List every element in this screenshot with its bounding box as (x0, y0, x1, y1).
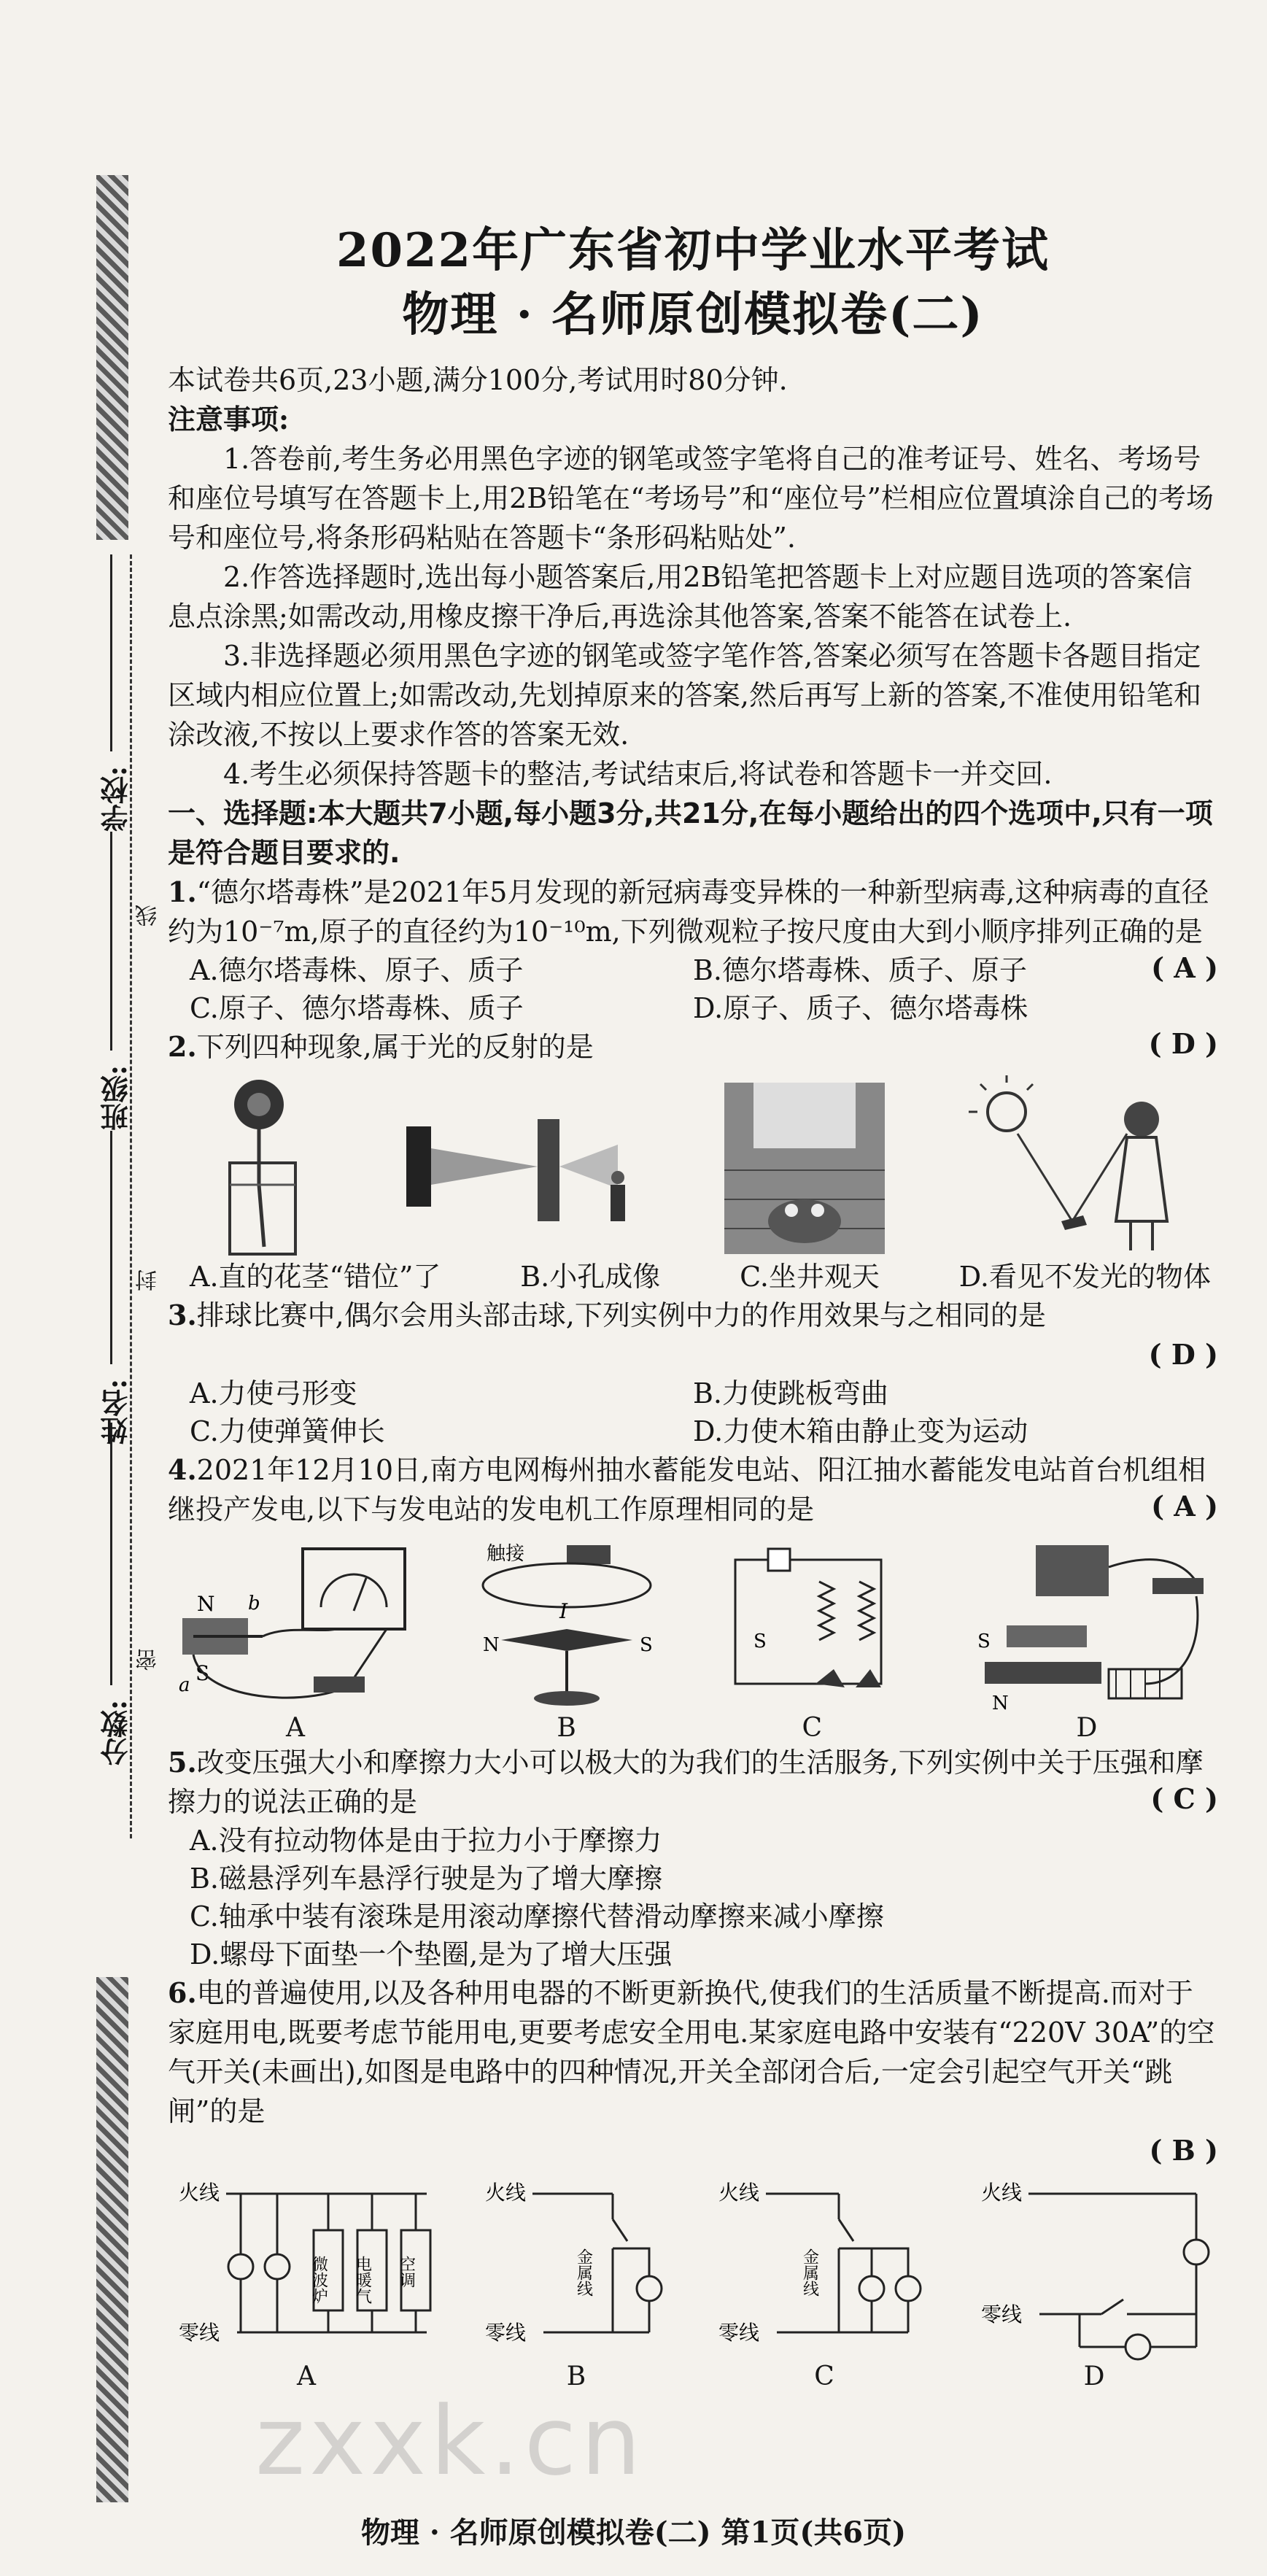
q2-number: 2. (168, 1030, 197, 1063)
seal-mark-3: 线 (136, 905, 161, 927)
q2-stem: 下列四种现象,属于光的反射的是 (196, 1031, 594, 1063)
name-blank (110, 1131, 112, 1364)
q6-figure-c (715, 2179, 934, 2391)
page-footer: 物理 · 名师原创模拟卷(二) 第1页(共6页) (360, 2515, 907, 2550)
circuit-a-figure (175, 2179, 438, 2362)
q6-stem: 电的普遍使用,以及各种用电器的不断更新换代,使我们的生活质量不断提高.而对于家庭用电,既要考虑节能用电,更要考虑安全用电.某家庭电路中安装有“220V 30A”的空气开关(未画出),如图是电路中的四种情况,开关全部闭合后,一定会引起空气开关“跳闸”的是 (168, 1977, 1215, 2127)
q4-label-b: B (557, 1713, 576, 1743)
q6b-neutral-label: 零线 (485, 2321, 527, 2345)
q4-label-d: D (1076, 1713, 1098, 1743)
school-blank (110, 554, 112, 751)
q4-figure-b (472, 1538, 662, 1743)
q5-options (168, 1822, 1218, 1973)
q3-option-d: D.力使木箱由静止变为运动 (693, 1415, 1028, 1447)
q6d-live-label: 火线 (981, 2181, 1023, 2205)
q6a-microwave-label: 微波炉 (309, 2256, 328, 2304)
q4-label-c: C (802, 1713, 823, 1743)
q4-figure-a (175, 1538, 416, 1743)
q6a-heater-label: 电暖气 (353, 2256, 372, 2304)
oersted-needle-figure (472, 1538, 662, 1713)
q5-option-c: C.轴承中装有滚珠是用滚动摩擦代替滑动摩擦来减小摩擦 (190, 1900, 884, 1933)
q2-options (168, 1258, 1218, 1296)
q4-label-a: A (286, 1713, 305, 1743)
q5-stem: 改变压强大小和摩擦力大小可以极大的为我们的生活服务,下列实例中关于压强和摩擦力的说法正确的是 (168, 1747, 1204, 1818)
q1-option-c: C.原子、德尔塔毒株、质子 (190, 992, 524, 1024)
electromagnet-figure (717, 1538, 907, 1713)
q5-option-a: A.没有拉动物体是由于拉力小于摩擦力 (190, 1825, 662, 1857)
q6c-metal-wire-label: 金属线 (800, 2248, 819, 2297)
q6-number: 6. (168, 1976, 197, 2009)
q6b-live-label: 火线 (485, 2181, 527, 2205)
q3-option-b: B.力使跳板弯曲 (693, 1377, 889, 1409)
notice-2: 2.作答选择题时,选出每小题答案后,用2B铅笔把答题卡上对应题目选项的答案信息点涂黑;如需改动,用橡皮擦干净后,再选涂其他答案,答案不能答在试卷上. (168, 561, 1193, 633)
q4a-b-label: b (248, 1593, 260, 1614)
q6-answer: ( B ) (1149, 2134, 1218, 2167)
q2-option-d: D.看见不发光的物体 (958, 1261, 1211, 1293)
q6-figure-b (481, 2179, 671, 2391)
q1-option-d: D.原子、质子、德尔塔毒株 (693, 992, 1028, 1024)
question-2 (168, 1027, 1218, 1296)
q4-figure-c (717, 1538, 907, 1743)
q3-answer: ( D ) (1148, 1338, 1218, 1371)
q3-stem: 排球比赛中,偶尔会用头部击球,下列实例中力的作用效果与之相同的是 (196, 1299, 1046, 1331)
q4b-n-label: N (482, 1634, 500, 1656)
q1-options (168, 951, 1218, 1027)
q3-option-a: A.力使弓形变 (190, 1377, 357, 1409)
q4c-s-label: S (753, 1631, 767, 1652)
q3-option-c: C.力使弹簧伸长 (190, 1415, 385, 1447)
q6a-neutral-label: 零线 (179, 2321, 220, 2345)
student-info-margin (82, 554, 161, 1838)
frog-in-well-figure (710, 1075, 899, 1258)
exam-subtitle: 物理 · 名师原创模拟卷(二) (402, 287, 984, 342)
question-1 (168, 873, 1218, 1027)
exam-title: 2022年广东省初中学业水平考试 (336, 223, 1050, 278)
q2-option-b: B.小孔成像 (520, 1261, 661, 1293)
q1-answer: ( A ) (1151, 951, 1218, 984)
q6b-metal-wire-label: 金属线 (574, 2248, 593, 2297)
class-label: 班级: (100, 1065, 133, 1132)
margin-stripe-bottom (96, 1977, 128, 2502)
q4a-s-label: S (195, 1661, 210, 1685)
q3-number: 3. (168, 1299, 197, 1331)
q2-option-a: A.直的花茎“错位”了 (190, 1261, 441, 1293)
q2-answer: ( D ) (1148, 1027, 1218, 1060)
pinhole-camera-figure (399, 1075, 647, 1258)
score-blank (110, 1423, 112, 1685)
q6a-live-label: 火线 (179, 2181, 220, 2205)
flower-in-glass-figure (190, 1075, 336, 1258)
seal-mark-2: 封 (136, 1269, 161, 1291)
girl-reflection-figure (963, 1075, 1196, 1258)
question-3 (168, 1296, 1218, 1450)
name-label: 姓名: (100, 1379, 133, 1445)
q5-option-b: B.磁悬浮列车悬浮行驶是为了增大摩擦 (190, 1863, 663, 1895)
question-6 (168, 1973, 1218, 2391)
q5-answer: ( C ) (1150, 1782, 1218, 1815)
q4-answer: ( A ) (1151, 1490, 1218, 1523)
q6-label-d: D (1083, 2362, 1105, 2391)
q4-stem: 2021年12月10日,南方电网梅州抽水蓄能发电站、阳江抽水蓄能发电站首台机组相继投产发电,以下与发电站的发电机工作原理相同的是 (168, 1454, 1206, 1525)
motor-battery-figure (963, 1538, 1211, 1713)
notice-heading: 注意事项: (168, 403, 290, 436)
notice-1: 1.答卷前,考生务必用黑色字迹的钢笔或签字笔将自己的准考证号、姓名、考场号和座位号填写在答题卡上,用2B铅笔在“考场号”和“座位号”栏相应位置填涂自己的考场号和座位号,将条形码粘贴在答题卡“条形码粘贴处”. (168, 443, 1214, 554)
notice-4: 4.考生必须保持答题卡的整洁,考试结束后,将试卷和答题卡一并交回. (223, 758, 1053, 790)
q1-option-a: A.德尔塔毒株、原子、质子 (190, 954, 524, 986)
q4b-touch-label: 触接 (486, 1543, 524, 1565)
q1-stem: “德尔塔毒株”是2021年5月发现的新冠病毒变异株的一种新型病毒,这种病毒的直径约为10⁻⁷m,原子的直径约为10⁻¹⁰m,下列微观粒子按尺度由大到小顺序排列正确的是 (168, 876, 1209, 948)
q1-option-b: B.德尔塔毒株、质子、原子 (693, 954, 1028, 986)
question-5 (168, 1743, 1218, 1973)
generator-galvanometer-figure (175, 1538, 416, 1713)
circuit-c-figure (715, 2179, 934, 2362)
q6c-neutral-label: 零线 (718, 2321, 760, 2345)
q4-number: 4. (168, 1453, 197, 1486)
q4-figures (168, 1538, 1218, 1743)
q4b-s-label: S (639, 1634, 653, 1656)
q4d-n-label: N (991, 1693, 1009, 1713)
q2-figures (168, 1075, 1218, 1258)
q4-figure-d (963, 1538, 1211, 1743)
school-label: 学校: (100, 766, 133, 832)
circuit-d-figure (977, 2179, 1211, 2362)
circuit-b-figure (481, 2179, 671, 2362)
q6-label-c: C (814, 2362, 834, 2391)
q4b-current-label: I (559, 1599, 567, 1623)
q6-label-b: B (566, 2362, 586, 2391)
notice-3: 3.非选择题必须用黑色字迹的钢笔或签字笔作答,答案必须写在答题卡各题目指定区域内相应位置上;如需改动,先划掉原来的答案,然后再写上新的答案,不准使用铅笔和涂改液,不按以上要求作答的答案无效. (168, 640, 1202, 751)
q4d-s-label: S (977, 1631, 991, 1652)
q1-number: 1. (168, 875, 197, 908)
q6-figure-a (175, 2179, 438, 2391)
section-heading: 一、选择题:本大题共7小题,每小题3分,共21分,在每小题给出的四个选项中,只有一项是符合题目要求的. (168, 797, 1213, 869)
q6d-neutral-label: 零线 (981, 2302, 1023, 2326)
question-4 (168, 1450, 1218, 1743)
q4a-n-label: N (197, 1592, 215, 1616)
seal-mark-1: 密 (136, 1649, 161, 1671)
q4a-a-label: a (179, 1674, 190, 1696)
watermark: zxxk.cn (255, 2386, 646, 2496)
exam-content (168, 219, 1218, 2391)
q6c-live-label: 火线 (718, 2181, 760, 2205)
exam-intro: 本试卷共6页,23小题,满分100分,考试用时80分钟. (168, 364, 788, 396)
q5-option-d: D.螺母下面垫一个垫圈,是为了增大压强 (190, 1938, 673, 1970)
q6-label-a: A (297, 2362, 316, 2391)
class-blank (110, 832, 112, 1051)
q6-figures (168, 2179, 1218, 2391)
q5-number: 5. (168, 1746, 197, 1779)
score-label: 分数: (100, 1700, 133, 1766)
q2-option-c: C.坐井观天 (740, 1261, 880, 1293)
q3-options (168, 1374, 1218, 1450)
q6-figure-d (977, 2179, 1211, 2391)
margin-stripe-top (96, 175, 128, 540)
q6a-ac-label: 空调 (397, 2256, 416, 2288)
